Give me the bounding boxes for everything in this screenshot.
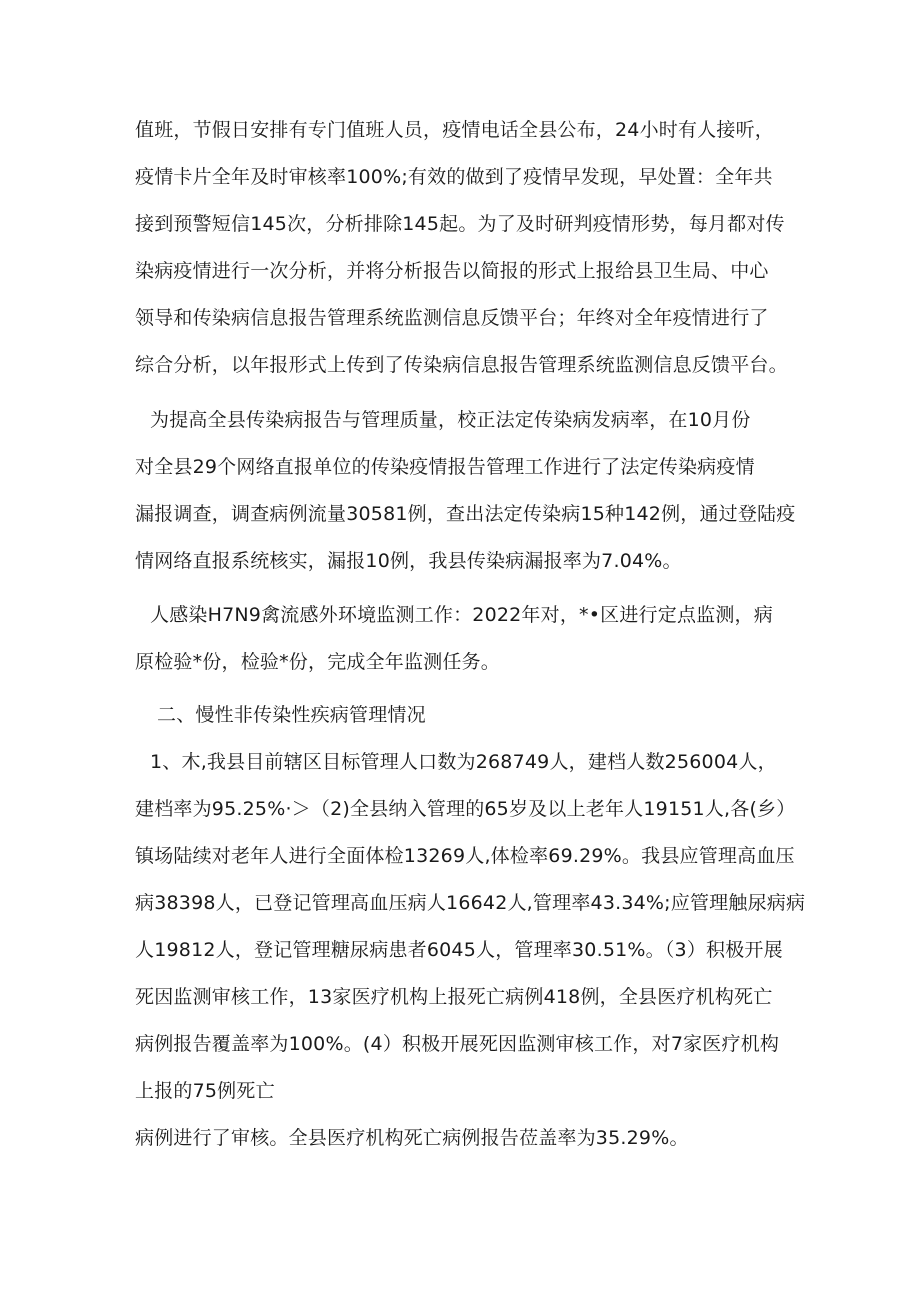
paragraph-line: 漏报调查，调查病例流量30581例，查出法定传染病15种142例，通过登陆疫 [135,503,796,525]
paragraph-line: 染病疫情进行一次分析，并将分析报告以简报的形式上报给县卫生局、中心 [135,260,769,282]
paragraph-line: 情网络直报系统核实，漏报10例，我县传染病漏报率为7.04%。 [135,550,682,572]
paragraph-line: 镇场陆续对老年人进行全面体检13269人,体检率69.29%。我县应管理高血压 [135,845,795,867]
paragraph-line: 原检验*份，检验*份，完成全年监测任务。 [135,651,501,673]
paragraph-line: 为提高全县传染病报告与管理质量，校正法定传染病发病率，在10月份 [150,409,751,431]
paragraph-line: 病例进行了审核。全县医疗机构死亡病例报告莅盖率为35.29%。 [135,1127,689,1149]
section-heading: 二、慢性非传染性疾病管理情况 [157,704,426,726]
paragraph-line: 领导和传染病信息报告管理系统监测信息反馈平台；年终对全年疫情进行了 [135,307,769,329]
paragraph-line: 人19812人，登记管理糖尿病患者6045人，管理率30.51%。（3）积极开展 [135,939,783,961]
paragraph-line: 接到预警短信145次，分析排除145起。为了及时研判疫情形势，每月都对传 [135,213,785,235]
paragraph-line: 人感染H7N9禽流感外环境监测工作：2022年对，*•区进行定点监测，病 [150,604,773,626]
paragraph-line: 死因监测审核工作，13家医疗机构上报死亡病例418例，全县医疗机构死亡 [135,986,773,1008]
paragraph-line: 病38398人，已登记管理高血压病人16642人,管理率43.34%;应管理触尿病病 [135,892,806,914]
paragraph-line: 1、木,我县目前辖区目标管理人口数为268749人，建档人数256004人， [150,751,777,773]
paragraph-line: 值班，节假日安排有专门值班人员，疫情电话全县公布，24小时有人接听， [135,119,774,141]
paragraph-line: 病例报告覆盖率为100%。(4）积极开展死因监测审核工作，对7家医疗机构 [135,1033,780,1055]
paragraph-line: 建档率为95.25%·＞（2)全县纳入管理的65岁及以上老年人19151人,各(乡） [135,798,796,820]
paragraph-line: 对全县29个网络直报单位的传染疫情报告管理工作进行了法定传染病疫情 [135,456,755,478]
paragraph-line: 综合分析，以年报形式上传到了传染病信息报告管理系统监测信息反馈平台。 [135,354,788,376]
paragraph-line: 上报的75例死亡 [135,1080,275,1102]
paragraph-line: 疫情卡片全年及时审核率100%;有效的做到了疫情早发现，早处置：全年共 [135,166,773,188]
